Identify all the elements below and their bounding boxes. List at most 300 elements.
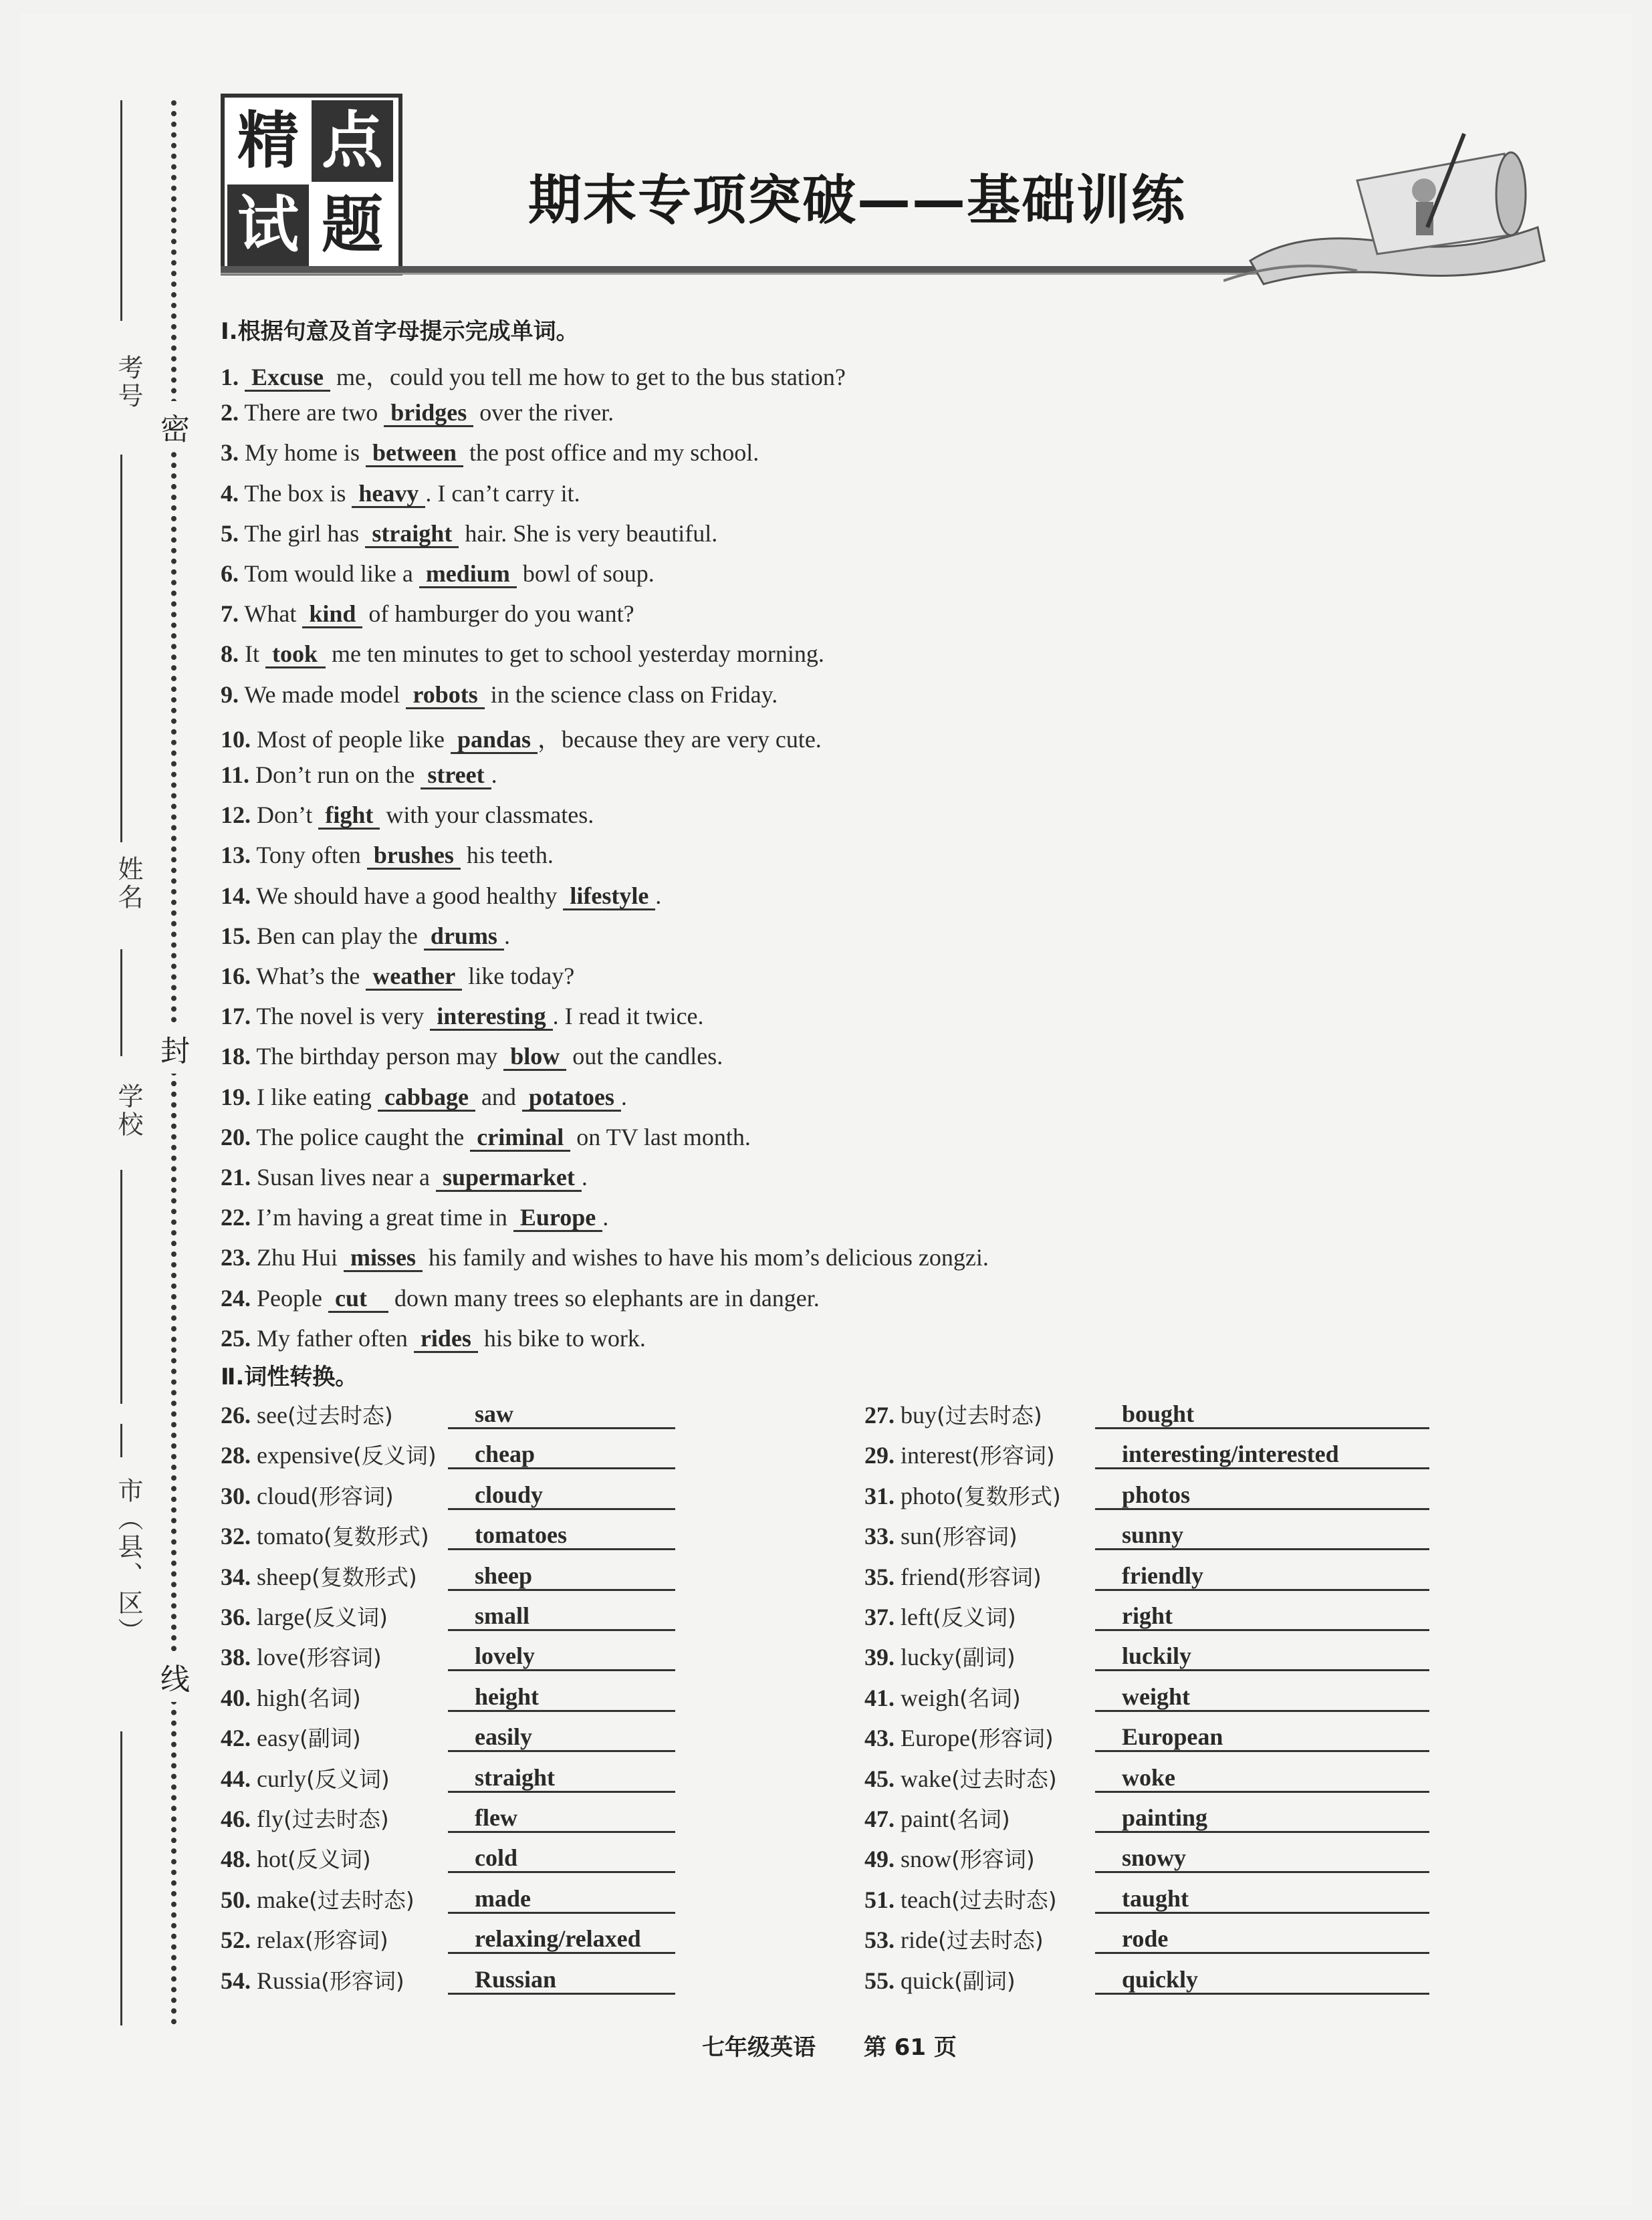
name-label: 姓名 (114, 856, 143, 912)
conversion-question (864, 1398, 1453, 1429)
answer-text: rides (420, 1324, 471, 1352)
answer-text: took (272, 640, 318, 668)
worksheet-page (20, 13, 1632, 2207)
question-text-before: The novel is very (256, 1003, 431, 1030)
question-number: 36. (221, 1604, 251, 1630)
answer-text: straight (372, 519, 453, 547)
answer-text: taught (1122, 1884, 1189, 1912)
question-text-after: me，could you tell me how to get to the bus station? (330, 364, 846, 390)
question-number: 50. (221, 1886, 251, 1913)
question-text-after: . (655, 882, 662, 909)
logo-char: 题 (312, 184, 393, 266)
question-text-after: and (475, 1083, 522, 1110)
conversion-question (864, 1721, 1453, 1752)
answer-text: easily (475, 1723, 532, 1751)
question-number: 41. (864, 1684, 895, 1711)
base-word: lucky (901, 1644, 954, 1671)
answer-blank[interactable] (430, 1003, 552, 1031)
conversion-question (221, 1762, 702, 1793)
answer-blank[interactable] (265, 641, 326, 668)
answer-text: cabbage (384, 1083, 469, 1110)
question-number: 25. (221, 1324, 251, 1352)
conversion-hint: (形容词) (971, 1443, 1055, 1469)
conversion-question (864, 1883, 1453, 1914)
seal-char-xian: 线 (154, 1651, 197, 1702)
conversion-question (864, 1439, 1453, 1469)
footer-page-number: 第 61 页 (863, 2034, 957, 2061)
fill-in-question (221, 681, 778, 709)
answer-text: sunny (1122, 1521, 1184, 1549)
question-text-before: I like eating (257, 1083, 378, 1110)
question-text-before: I’m having a great time in (257, 1204, 513, 1231)
answer-blank[interactable] (470, 1124, 570, 1152)
question-number: 16. (221, 963, 251, 989)
fill-in-question (221, 439, 759, 467)
base-word: sun (901, 1523, 935, 1550)
conversion-question (221, 1842, 702, 1873)
footer-grade: 七年级英语 (702, 2034, 816, 2061)
fill-in-question (221, 882, 661, 910)
answer-blank[interactable] (451, 727, 538, 754)
question-text-after: the post office and my school. (463, 439, 759, 467)
question-number: 37. (864, 1604, 895, 1630)
question-text-before: We made model (244, 681, 406, 708)
question-text-before: What’s the (256, 963, 366, 989)
question-text-after: his teeth. (460, 842, 554, 869)
question-text-before: My home is (245, 439, 366, 467)
conversion-hint: (形容词) (934, 1523, 1018, 1550)
conversion-hint: (形容词) (304, 1927, 388, 1954)
answer-text: tomatoes (475, 1521, 567, 1549)
answer-blank[interactable] (406, 682, 484, 709)
question-text-before: Tom would like a (244, 560, 419, 587)
question-number: 21. (221, 1164, 251, 1191)
question-number: 30. (221, 1482, 251, 1509)
conversion-question (221, 1883, 702, 1914)
question-text-after: over the river. (473, 399, 614, 426)
question-text-before: People (257, 1284, 328, 1312)
question-text-after: of hamburger do you want? (362, 600, 634, 628)
base-word: buy (901, 1402, 937, 1429)
conversion-question (221, 1560, 702, 1591)
fill-in-question (221, 479, 580, 508)
answer-blank[interactable] (414, 1326, 478, 1353)
question-text-after: out the candles. (566, 1043, 723, 1070)
question-number: 45. (864, 1765, 895, 1792)
answer-text: criminal (477, 1123, 564, 1150)
answer-blank[interactable] (424, 923, 504, 951)
conversion-question (221, 1681, 702, 1712)
answer-text: cloudy (475, 1481, 544, 1508)
answer-text: drums (430, 922, 497, 949)
answer-blank[interactable] (503, 1043, 566, 1071)
conversion-question (221, 1398, 702, 1429)
fill-in-question (221, 801, 594, 830)
conversion-hint: (复数形式) (323, 1523, 429, 1550)
conversion-question (864, 1681, 1453, 1712)
question-number: 8. (221, 640, 239, 668)
question-text-before: The girl has (244, 519, 366, 547)
answer-blank[interactable] (352, 481, 425, 508)
fill-in-question (221, 1002, 704, 1031)
answer-blank[interactable] (365, 521, 459, 548)
fill-in-question (221, 398, 614, 427)
conversion-hint: (副词) (953, 1967, 1016, 1994)
answer-blank[interactable] (366, 963, 462, 991)
question-text-after: . (602, 1204, 609, 1231)
answer-blank[interactable] (378, 1084, 475, 1112)
answer-text: Europe (519, 1204, 596, 1231)
base-word: hot (257, 1846, 288, 1873)
base-word: weigh (901, 1684, 959, 1711)
question-number: 20. (221, 1123, 251, 1150)
question-text-before: We should have a good healthy (256, 882, 564, 909)
fill-in-question (221, 761, 497, 789)
fill-in-question (221, 962, 574, 991)
conversion-hint: (形容词) (969, 1725, 1054, 1752)
fill-in-question (221, 922, 510, 951)
fill-in-question (221, 1042, 723, 1071)
question-text-before: Susan lives near a (257, 1164, 436, 1191)
question-text-before: What (244, 600, 303, 628)
answer-text: cold (475, 1844, 518, 1872)
question-number: 38. (221, 1644, 251, 1671)
header-rule (221, 266, 1284, 275)
question-text-after: like today? (462, 963, 575, 989)
question-number: 34. (221, 1563, 251, 1590)
question-number: 28. (221, 1442, 251, 1469)
answer-text: robots (412, 681, 478, 708)
answer-blank[interactable] (318, 802, 380, 830)
question-text-before: Most of people like (257, 725, 451, 753)
question-number: 51. (864, 1886, 895, 1913)
fill-in-question (221, 600, 634, 628)
question-number: 6. (221, 560, 239, 587)
base-word: tomato (257, 1523, 324, 1550)
question-text-before: Tony often (256, 842, 367, 869)
conversion-hint: (反义词) (932, 1604, 1016, 1630)
question-number: 32. (221, 1523, 251, 1550)
question-text-before: It (245, 640, 265, 668)
answer-text: luckily (1122, 1642, 1192, 1670)
conversion-hint: (过去时态) (937, 1402, 1042, 1429)
base-word: paint (901, 1806, 949, 1832)
question-text-after: me ten minutes to get to school yesterday morning. (326, 640, 824, 668)
fill-in-question (221, 1083, 627, 1112)
answer-text: bridges (390, 399, 467, 426)
conversion-question (864, 1479, 1453, 1510)
answer-text: misses (350, 1244, 416, 1271)
answer-text: small (475, 1602, 530, 1629)
base-word: relax (257, 1927, 305, 1954)
base-word: Europe (901, 1725, 970, 1752)
question-number: 24. (221, 1284, 251, 1312)
answer-text: bought (1122, 1400, 1195, 1427)
base-word: Russia (257, 1967, 322, 1994)
question-number: 55. (864, 1967, 895, 1994)
conversion-hint: (形容词) (321, 1967, 404, 1994)
conversion-question (221, 1519, 702, 1550)
answer-text: cut (334, 1284, 367, 1312)
question-text-before: Don’t run on the (255, 761, 421, 788)
base-word: large (257, 1604, 305, 1630)
question-number: 33. (864, 1523, 895, 1550)
fill-in-question (221, 1123, 751, 1152)
question-number: 1. (221, 364, 239, 390)
question-number: 52. (221, 1927, 251, 1954)
answer-text: straight (475, 1763, 555, 1791)
conversion-hint: (副词) (299, 1725, 361, 1752)
base-word: expensive (257, 1442, 353, 1469)
question-text-after: in the science class on Friday. (484, 681, 778, 708)
question-number: 15. (221, 922, 251, 949)
question-text-after: down many trees so elephants are in danger. (388, 1284, 820, 1312)
answer-text: potatoes (528, 1083, 614, 1110)
conversion-hint: (反义词) (306, 1765, 390, 1792)
answer-text: photos (1122, 1481, 1191, 1508)
binding-line (120, 1170, 122, 1404)
conversion-question (864, 1964, 1453, 1995)
question-number: 19. (221, 1083, 251, 1110)
fill-in-question (221, 640, 824, 668)
question-number: 43. (864, 1725, 895, 1752)
answer-text: lifestyle (570, 882, 649, 909)
conversion-hint: (过去时态) (951, 1886, 1057, 1913)
question-number: 48. (221, 1846, 251, 1873)
answer-text: snowy (1122, 1844, 1187, 1872)
question-text-after: hair. She is very beautiful. (459, 519, 718, 547)
answer-text: made (475, 1884, 531, 1912)
question-text-before: Don’t (257, 801, 319, 829)
question-text-after: bowl of soup. (516, 560, 655, 587)
question-text-after: with your classmates. (380, 801, 594, 829)
page-footer (702, 2029, 997, 2062)
section2-title: Ⅱ.词性转换。 (221, 1364, 358, 1390)
answer-text: pandas (457, 725, 532, 753)
conversion-hint: (副词) (953, 1644, 1016, 1671)
binding-line (120, 1731, 122, 2025)
question-number: 31. (864, 1482, 895, 1509)
answer-text: interesting/interested (1122, 1441, 1339, 1468)
question-text-after: his bike to work. (477, 1324, 646, 1352)
question-number: 7. (221, 600, 239, 628)
answer-text: right (1122, 1602, 1173, 1629)
question-number: 12. (221, 801, 251, 829)
fill-in-question (221, 1324, 646, 1353)
conversion-hint: (复数形式) (311, 1564, 417, 1590)
question-number: 10. (221, 725, 251, 753)
answer-text: sheep (475, 1562, 533, 1589)
conversion-question (221, 1600, 702, 1631)
question-number: 4. (221, 479, 239, 507)
answer-text: rode (1122, 1925, 1169, 1953)
conversion-question (221, 1640, 702, 1671)
seal-char-mi: 密 (154, 401, 197, 452)
question-number: 3. (221, 439, 239, 467)
answer-text: saw (475, 1400, 514, 1427)
answer-blank[interactable] (328, 1285, 388, 1313)
logo-char: 点 (312, 100, 393, 182)
base-word: interest (901, 1442, 971, 1469)
question-number: 14. (221, 882, 251, 909)
question-number: 13. (221, 842, 251, 869)
answer-text: height (475, 1683, 540, 1710)
conversion-hint: (复数形式) (955, 1483, 1061, 1509)
answer-text: relaxing/relaxed (475, 1925, 641, 1953)
conversion-question (864, 1640, 1453, 1671)
fill-in-question (221, 721, 822, 755)
conversion-hint: (名词) (300, 1685, 361, 1711)
answer-text: supermarket (442, 1164, 575, 1191)
conversion-hint: (形容词) (957, 1564, 1042, 1590)
base-word: photo (901, 1482, 956, 1509)
base-word: teach (901, 1886, 951, 1913)
answer-blank[interactable] (513, 1205, 602, 1232)
conversion-hint: (过去时态) (951, 1765, 1057, 1792)
base-word: high (257, 1684, 300, 1711)
question-text-before: The police caught the (256, 1123, 471, 1150)
question-number: 2. (221, 399, 239, 426)
base-word: make (257, 1886, 309, 1913)
base-word: fly (257, 1806, 283, 1832)
question-number: 39. (864, 1644, 895, 1671)
base-word: snow (901, 1846, 952, 1873)
conversion-question (864, 1802, 1453, 1833)
question-number: 54. (221, 1967, 251, 1994)
logo-char: 精 (227, 100, 309, 182)
conversion-question (221, 1964, 702, 1995)
conversion-hint: (过去时态) (308, 1886, 415, 1913)
scroll-illustration (1223, 127, 1571, 301)
question-number: 44. (221, 1765, 251, 1792)
conversion-hint: (反义词) (287, 1846, 371, 1873)
base-word: wake (901, 1765, 951, 1792)
base-word: curly (257, 1765, 306, 1792)
conversion-question (221, 1923, 702, 1954)
question-number: 5. (221, 519, 239, 547)
question-text-before: The birthday person may (256, 1043, 504, 1070)
answer-text: European (1122, 1723, 1223, 1751)
question-number: 47. (864, 1806, 895, 1832)
answer-text: fight (325, 801, 374, 829)
conversion-question (221, 1439, 702, 1469)
logo-badge (221, 94, 402, 275)
conversion-hint: (形容词) (298, 1644, 382, 1671)
question-text-after: . (491, 761, 497, 788)
answer-text: interesting (437, 1003, 546, 1030)
answer-text: flew (475, 1804, 517, 1831)
question-number: 42. (221, 1725, 251, 1752)
answer-text: Excuse (251, 364, 324, 390)
answer-text: quickly (1122, 1965, 1199, 1993)
question-text-after: . (503, 922, 510, 949)
answer-text: weather (372, 963, 456, 989)
question-number: 11. (221, 761, 250, 788)
question-text-before: The box is (244, 479, 352, 507)
answer-text: friendly (1122, 1562, 1203, 1589)
answer-blank[interactable] (522, 1084, 621, 1112)
question-number: 18. (221, 1043, 251, 1070)
base-word: see (257, 1402, 287, 1429)
conversion-hint: (名词) (959, 1685, 1021, 1711)
answer-blank[interactable] (302, 601, 362, 628)
answer-text: lovely (475, 1642, 535, 1670)
fill-in-question (221, 519, 717, 548)
conversion-question (864, 1762, 1453, 1793)
fill-in-question (221, 1243, 989, 1272)
answer-blank[interactable] (421, 762, 491, 789)
answer-blank[interactable] (245, 364, 330, 392)
conversion-hint: (反义词) (304, 1604, 388, 1630)
conversion-hint: (形容词) (951, 1846, 1035, 1873)
question-number: 46. (221, 1806, 251, 1832)
question-number: 23. (221, 1244, 251, 1271)
base-word: quick (901, 1967, 954, 1994)
seal-char-feng: 封 (154, 1023, 197, 1074)
conversion-question (221, 1479, 702, 1510)
binding-margin (20, 13, 221, 2207)
question-number: 27. (864, 1402, 895, 1429)
question-number: 26. (221, 1402, 251, 1429)
conversion-hint: (名词) (948, 1806, 1010, 1832)
answer-text: heavy (358, 479, 419, 507)
answer-text: woke (1122, 1763, 1175, 1791)
answer-blank[interactable] (367, 842, 461, 870)
question-text-before: Zhu Hui (257, 1244, 344, 1271)
answer-text: between (372, 439, 457, 467)
question-text-after: on TV last month. (570, 1123, 751, 1150)
city-label: 市（县、区） (114, 1477, 143, 1646)
base-word: easy (257, 1725, 300, 1752)
answer-text: street (427, 761, 485, 788)
answer-blank[interactable] (366, 440, 463, 467)
question-number: 49. (864, 1846, 895, 1873)
school-label: 学校 (114, 1083, 143, 1139)
question-text-after: . I read it twice. (552, 1003, 704, 1030)
base-word: friend (901, 1563, 958, 1590)
answer-text: blow (510, 1043, 560, 1070)
conversion-question (221, 1802, 702, 1833)
answer-blank[interactable] (419, 561, 517, 588)
conversion-question (864, 1842, 1453, 1873)
answer-blank[interactable] (344, 1245, 423, 1272)
logo-char: 试 (227, 184, 309, 266)
answer-text: cheap (475, 1441, 535, 1468)
question-number: 35. (864, 1563, 895, 1590)
answer-text: weight (1122, 1683, 1190, 1710)
question-number: 40. (221, 1684, 251, 1711)
answer-text: kind (309, 600, 356, 628)
answer-blank[interactable] (436, 1164, 582, 1192)
binding-line (120, 588, 122, 842)
binding-line (120, 100, 122, 321)
base-word: left (901, 1604, 933, 1630)
section1-title: Ⅰ.根据句意及首字母提示完成单词。 (221, 318, 579, 345)
answer-blank[interactable] (384, 400, 473, 427)
question-number: 22. (221, 1204, 251, 1231)
fill-in-question (221, 560, 655, 588)
exam-number-label: 考号 (114, 354, 143, 410)
binding-line (120, 976, 122, 1056)
fill-in-question (221, 841, 554, 870)
page-title: 期末专项突破——基础训练 (528, 169, 1186, 231)
question-text-after: his family and wishes to have his mom’s delicious zongzi. (423, 1244, 989, 1271)
fill-in-question (221, 1203, 608, 1232)
answer-blank[interactable] (563, 883, 655, 910)
binding-line (120, 1424, 122, 1457)
conversion-hint: (过去时态) (937, 1927, 1044, 1954)
question-text-after: . (581, 1164, 588, 1191)
